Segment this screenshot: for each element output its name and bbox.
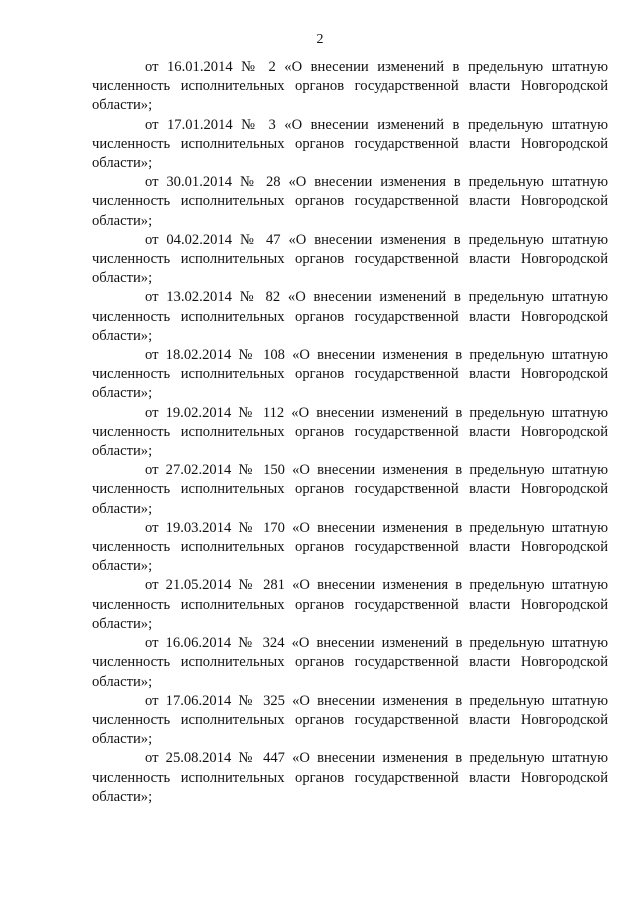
resolution-entry: от 19.03.2014 № 170 «О внесении изменения в предельную штатную численность исполнительных органов государственной власти Новгородской области»; — [92, 519, 608, 575]
resolution-entry: от 17.06.2014 № 325 «О внесении изменения в предельную штатную численность исполнительных органов государственной власти Новгородской области»; — [92, 692, 608, 748]
resolution-entry: от 30.01.2014 № 28 «О внесении изменения в предельную штатную численность исполнительных органов государственной власти Новгородской области»; — [92, 174, 608, 229]
resolution-entry: от 16.06.2014 № 324 «О внесении изменений в предельную штатную численность исполнительных органов государственной власти Новгородской области»; — [92, 635, 608, 690]
resolution-entry: от 04.02.2014 № 47 «О внесении изменения в предельную штатную численность исполнительных органов государственной власти Новгородской области»; — [92, 231, 608, 287]
document-body — [92, 58, 608, 807]
page-number: 2 — [316, 32, 324, 47]
resolution-entry: от 13.02.2014 № 82 «О внесении изменений в предельную штатную численность исполнительных органов государственной власти Новгородской области»; — [92, 289, 608, 344]
resolution-entry: от 21.05.2014 № 281 «О внесении изменения в предельную штатную численность исполнительных органов государственной власти Новгородской области»; — [92, 577, 608, 632]
resolution-entry: от 17.01.2014 № 3 «О внесении изменений в предельную штатную численность исполнительных органов государственной власти Новгородской области»; — [92, 116, 608, 172]
resolution-entry: от 27.02.2014 № 150 «О внесении изменения в предельную штатную численность исполнительных органов государственной власти Новгородской области»; — [92, 462, 608, 517]
resolution-entry: от 19.02.2014 № 112 «О внесении изменений в предельную штатную численность исполнительных органов государственной власти Новгородской области»; — [92, 404, 608, 460]
resolution-entry: от 25.08.2014 № 447 «О внесении изменения в предельную штатную численность исполнительных органов государственной власти Новгородской области»; — [92, 750, 608, 805]
resolution-entry: от 18.02.2014 № 108 «О внесении изменения в предельную штатную численность исполнительных органов государственной власти Новгородской области»; — [92, 347, 608, 402]
resolution-entry: от 16.01.2014 № 2 «О внесении изменений в предельную штатную численность исполнительных органов государственной власти Новгородской области»; — [92, 59, 608, 114]
